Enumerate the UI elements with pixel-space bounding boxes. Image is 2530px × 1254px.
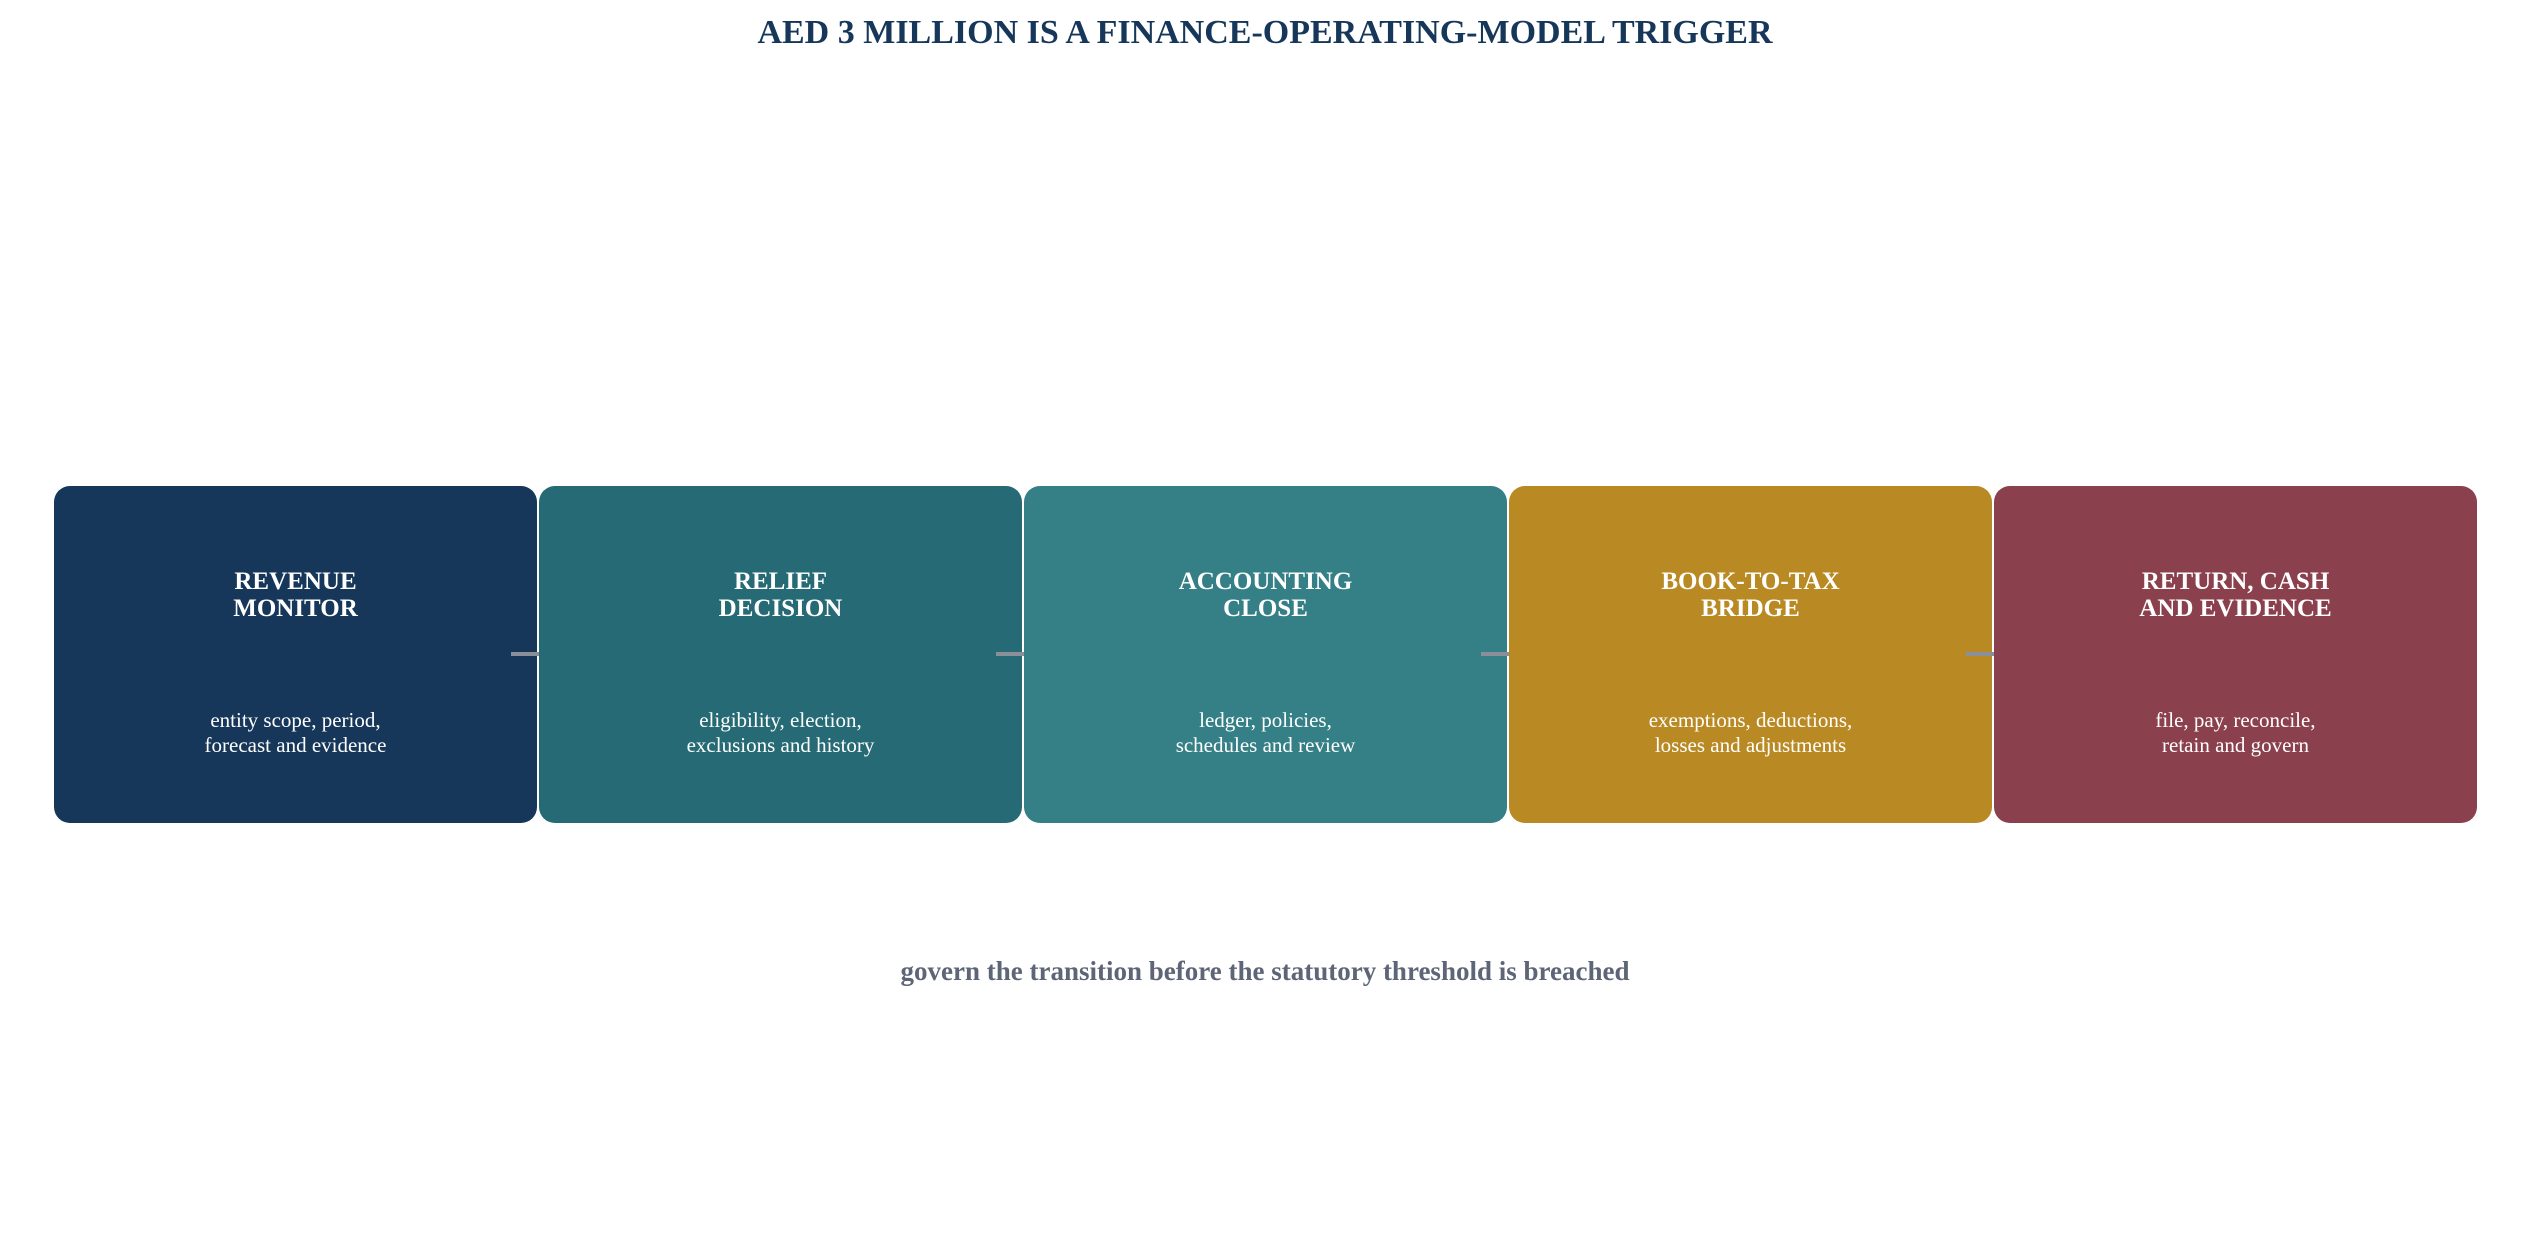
stage-description: ledger, policies, schedules and review: [1175, 708, 1356, 757]
stage-title: RELIEF DECISION: [718, 568, 843, 622]
stage-description: entity scope, period, forecast and evidence: [204, 708, 387, 757]
footer-caption: govern the transition before the statutory threshold is breached: [900, 956, 1630, 986]
stage-description: file, pay, reconcile, retain and govern: [2155, 708, 2316, 757]
stage-book-to-tax-bridge: [1509, 486, 1992, 823]
stage-revenue-monitor: [54, 486, 537, 823]
stage-relief-decision: [539, 486, 1022, 823]
stage-accounting-close: [1024, 486, 1507, 823]
stage-title: BOOK-TO-TAX BRIDGE: [1661, 568, 1840, 622]
stage-title: REVENUE MONITOR: [233, 568, 358, 622]
stage-title: RETURN, CASH AND EVIDENCE: [2139, 568, 2332, 622]
page-title: AED 3 MILLION IS A FINANCE-OPERATING-MODEL TRIGGER: [757, 14, 1773, 51]
stage-title: ACCOUNTING CLOSE: [1178, 568, 1353, 622]
stage-description: exemptions, deductions, losses and adjustments: [1648, 708, 1853, 757]
stage-return-cash-evidence: [1994, 486, 2477, 823]
stage-description: eligibility, election, exclusions and history: [686, 708, 875, 757]
